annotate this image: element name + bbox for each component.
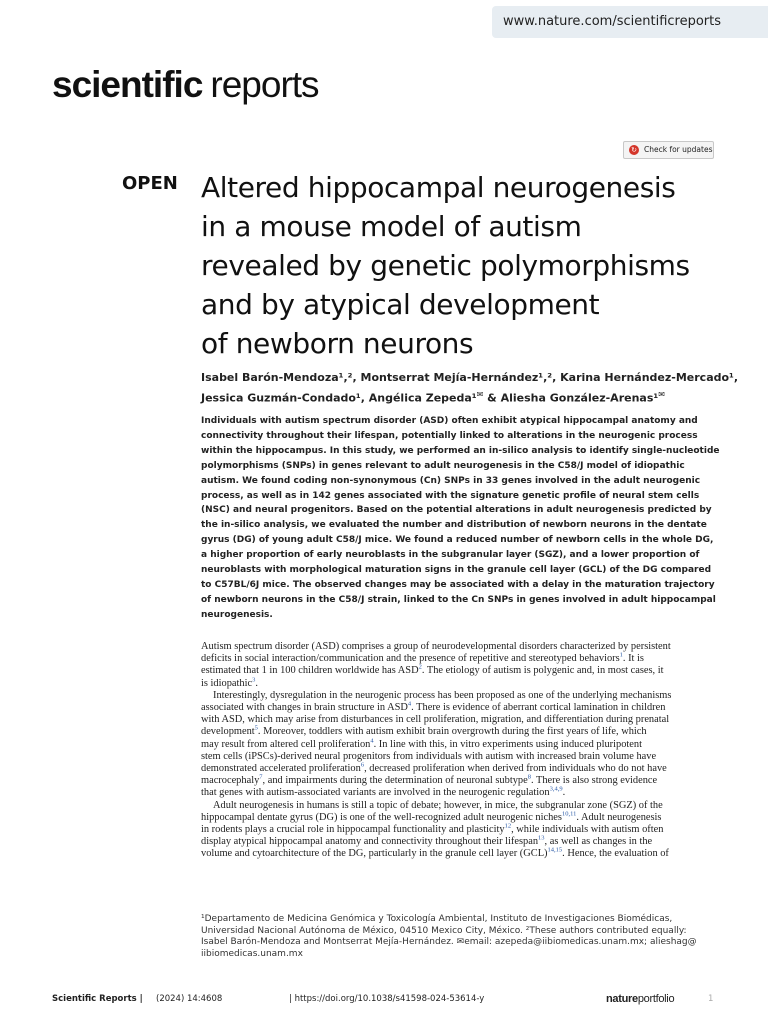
open-access-label: OPEN (122, 173, 178, 194)
body-text-run: , as well as changes in the (544, 836, 653, 848)
body-text-run: Adult neurogenesis in humans is still a topic of debate; however, in mice, the subgranular zone (SGZ) of the (213, 799, 663, 811)
body-line (201, 824, 715, 836)
body-text-run: . In line with this, in vitro experiments using induced pluripotent (373, 738, 642, 750)
author-line (201, 386, 721, 407)
title-line: revealed by genetic polymorphisms (201, 249, 690, 282)
affiliation-line: Universidad Nacional Autónoma de México, 04510 Mexico City, México. ²These authors contributed equally: (201, 925, 687, 936)
affiliation-line: iibiomedicas.unam.mx (201, 948, 303, 959)
journal-masthead (52, 64, 319, 106)
check-updates-label: Check for updates (644, 145, 713, 154)
body-text-run: estimated that 1 in 100 children worldwide has ASD (201, 665, 419, 677)
body-text-run: hippocampal dentate gyrus (DG) is one of the well-recognized adult neurogenic niches (201, 811, 562, 823)
body-text-run: . There is evidence of aberrant cortical lamination in children (411, 702, 666, 714)
body-text-run: volume and cytoarchitecture of the DG, particularly in the granule cell layer (GCL) (201, 848, 548, 860)
body-line (201, 690, 715, 702)
citation-link[interactable]: 1 (619, 651, 623, 659)
abstract-line: the in-silico analysis, we evaluated the number and distribution of newborn neurons in the dentate (201, 520, 707, 531)
title-line: and by atypical development (201, 288, 600, 321)
body-text-run: development (201, 726, 255, 738)
citation-link[interactable]: 13 (538, 834, 545, 842)
body-line (201, 714, 715, 726)
abstract-line: of newborn neurons in the C58/J strain, linked to the Cn SNPs in genes involved in adult hippocampal (201, 594, 716, 605)
title-line: of newborn neurons (201, 327, 474, 360)
citation-link[interactable]: 10,11 (561, 810, 577, 818)
citation-link[interactable]: 5 (254, 724, 258, 732)
body-text-run: deficits in social interaction/communication and the presence of repetitive and stereotyped behaviors (201, 653, 620, 665)
body-text-run: , and impairments during the determination of neuronal subtype (262, 775, 528, 787)
body-text-run: Autism spectrum disorder (ASD) comprises a group of neurodevelopmental disorders characterized by persistent (201, 641, 671, 652)
body-text-run: stem cells (iPSCs)-derived neural progenitors from individuals with autism with increased brain volume have (201, 750, 657, 762)
abstract (201, 414, 720, 623)
abstract-line: autism. We found coding non-synonymous (Cn) SNPs in 33 genes involved in the adult neurogenic (201, 475, 701, 486)
body-text-run: . (255, 677, 258, 689)
body-text-run: Interestingly, dysregulation in the neurogenic process has been proposed as one of the underlying mechanisms (213, 689, 672, 701)
body-text-run: display atypical hippocampal anatomy and connectivity throughout their lifespan (201, 836, 539, 848)
body-text-run: is idiopathic (201, 677, 253, 689)
body-text-run: . It is (622, 653, 644, 665)
masthead-light: reports (210, 64, 319, 105)
title-line: Altered hippocampal neurogenesis (201, 171, 676, 204)
abstract-line: connectivity throughout their lifespan, potentially linked to alterations in the neurogenic process (201, 430, 698, 441)
body-line (201, 763, 715, 775)
citation-link[interactable]: 4 (370, 737, 374, 745)
citation-link[interactable]: 8 (527, 773, 531, 781)
body-line (201, 653, 715, 665)
abstract-line: neurogenesis. (201, 609, 273, 620)
body-text-run: . Moreover, toddlers with autism exhibit brain overgrowth during the first years of life, which (257, 726, 647, 738)
body-line (201, 775, 715, 787)
page-footer (0, 992, 768, 1006)
abstract-line: to C57BL/6J mice. The observed changes may be associated with a delay in the maturation trajectory (201, 579, 715, 590)
body-text (201, 641, 715, 861)
mail-icon[interactable]: ✉ (476, 390, 484, 399)
mail-icon[interactable]: ✉ (658, 390, 665, 399)
publisher-light: portfolio (637, 993, 675, 1005)
author-names: Jessica Guzmán-Condado¹, Angélica Zepeda¹ (201, 391, 477, 405)
author-names: & Aliesha González-Arenas¹ (483, 391, 659, 405)
footer-volume: (2024) 14:4608 (156, 994, 223, 1004)
author-line: Isabel Barón-Mendoza¹,², Montserrat Mejía-Hernández¹,², Karina Hernández-Mercado¹, (201, 371, 739, 384)
abstract-line: gyrus (DG) of young adult C58/J mice. We found a reduced number of newborn cells in the whole DG, (201, 535, 714, 546)
body-line (201, 678, 715, 690)
abstract-line: (NSC) and neural progenitors. Based on the potential alterations in adult neurogenesis predicted by (201, 505, 712, 516)
article-title (201, 168, 741, 363)
abstract-line: a higher proportion of early neuroblasts in the subgranular layer (SGZ), and a lower proportion of (201, 550, 700, 561)
body-text-run: . (562, 787, 566, 799)
abstract-line: process, as well as in 142 genes associated with the signature genetic profile of neural stem cells (201, 490, 700, 501)
body-line (201, 665, 715, 677)
body-line (201, 726, 715, 738)
body-line (201, 739, 715, 751)
body-line (201, 812, 715, 824)
body-line (201, 641, 715, 653)
body-text-run: . The etiology of autism is polygenic and, in most cases, it (421, 665, 664, 677)
body-line (201, 848, 715, 860)
affiliations (201, 914, 715, 960)
citation-link[interactable]: 3,4,9 (549, 785, 563, 793)
body-line (201, 751, 715, 763)
footer-doi-link[interactable]: | https://doi.org/10.1038/s41598-024-53614-y (289, 994, 485, 1004)
body-text-run: . Hence, the evaluation of (562, 848, 669, 860)
citation-link[interactable]: 6 (360, 761, 365, 769)
publisher-bold: nature (606, 993, 638, 1005)
nature-portfolio-logo (606, 992, 674, 1006)
title-line: in a mouse model of autism (201, 210, 582, 243)
citation-link[interactable]: 4 (407, 700, 412, 708)
body-text-run: may result from altered cell proliferation (201, 738, 371, 750)
citation-link[interactable]: 12 (504, 822, 512, 830)
body-line (201, 836, 715, 848)
citation-link[interactable]: 7 (259, 773, 263, 781)
body-text-run: , decreased proliferation when derived from individuals who do not have (364, 763, 667, 775)
citation-link[interactable]: 3 (252, 676, 256, 684)
citation-link[interactable]: 14,15 (547, 846, 563, 854)
page-number: 1 (708, 994, 714, 1004)
affiliation-line: ¹Departamento de Medicina Genómica y Toxicología Ambiental, Instituto de Investigaciones Biomédicas, (201, 914, 673, 924)
abstract-line: neuroblasts with morphological maturation signs in the granule cell layer (GCL) of the DG compared (201, 565, 712, 576)
body-text-run: demonstrated accelerated proliferation (201, 763, 361, 775)
body-text-run: , while individuals with autism often (511, 824, 664, 836)
abstract-line: Individuals with autism spectrum disorder (ASD) often exhibit atypical hippocampal anatomy and (201, 416, 698, 426)
body-text-run: . Adult neurogenesis (576, 811, 662, 823)
body-text-run: . There is also strong evidence (530, 775, 658, 787)
check-updates-icon: ↻ (629, 145, 639, 155)
author-list (201, 369, 739, 407)
journal-url-tab[interactable]: www.nature.com/scientificreports (492, 6, 768, 38)
masthead-bold: scientific (52, 64, 203, 105)
body-line (201, 702, 715, 714)
footer-journal: Scientific Reports | (52, 994, 143, 1004)
body-text-run: macrocephaly (201, 775, 260, 787)
affiliation-line: Isabel Barón-Mendoza and Montserrat Mejía-Hernández. ✉email: azepeda@iibiomedicas.unam.mx; alieshag@ (201, 937, 697, 947)
abstract-line: within the hippocampus. In this study, we performed an in-silico analysis to identify single-nucleotide (201, 445, 720, 456)
abstract-line: polymorphisms (SNPs) in genes relevant to adult neurogenesis in the C58/J model of idiopathic (201, 460, 685, 471)
check-for-updates-button[interactable] (623, 141, 714, 159)
body-text-run: that genes with autism-associated variants are involved in the neurogenic regulation (201, 787, 550, 799)
body-text-run: with ASD, which may arise from disturbances in cell proliferation, migration, and differentiation during prenatal (201, 714, 670, 726)
body-text-run: in rodents plays a crucial role in hippocampal functionality and plasticity (201, 824, 505, 836)
body-line (201, 800, 715, 812)
body-text-run: associated with changes in brain structure in ASD (201, 702, 408, 714)
citation-link[interactable]: 2 (418, 663, 422, 671)
body-line (201, 787, 715, 799)
